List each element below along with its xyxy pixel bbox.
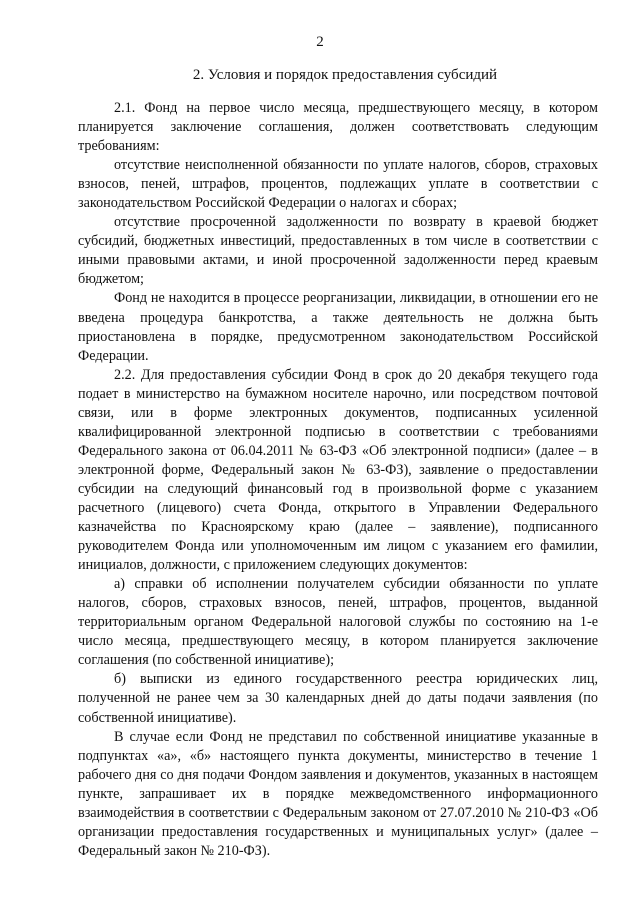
section-heading: 2. Условия и порядок предоставления субсидий <box>192 67 498 83</box>
paragraph-interagency-request: В случае если Фонд не представил по собственной инициативе указанные в подпунктах «а», «б» настоящего пункта документы, министерство в течение 1 рабочего дня со дня подачи Фондом заявления и документов, указанных в настоящем пункте, запрашивает их в порядке межведомственного информационного взаимодействия в соответствии с Федеральным законом от 27.07.2010 № 210-ФЗ «Об организации предоставления государственных и муниципальных услуг» (далее – Федеральный закон № 210-ФЗ). <box>78 728 598 859</box>
paragraph-no-tax-debt: отсутствие неисполненной обязанности по уплате налогов, сборов, страховых взносов, пеней, штрафов, процентов, подлежащих уплате в соответствии с законодательством Российской Федерации о налогах и сборах; <box>78 157 598 212</box>
paragraph-item-b: б) выписки из единого государственного реестра юридических лиц, полученной не ранее чем за 30 календарных дней до даты подачи заявления (по собственной инициативе). <box>78 671 598 726</box>
page-number: 2 <box>316 34 324 50</box>
paragraph-2-1: 2.1. Фонд на первое число месяца, предшествующего месяцу, в котором планируется заключение соглашения, должен соответствовать следующим требованиям: <box>78 100 598 155</box>
paragraph-item-a: а) справки об исполнении получателем субсидии обязанности по уплате налогов, сборов, страховых взносов, пеней, штрафов, процентов, выданной территориальным органом Федеральной налоговой службы по состоянию на 1-е число месяца, предшествующего месяцу, в котором планируется заключение соглашения (по собственной инициативе); <box>78 576 598 669</box>
paragraph-no-overdue-debt: отсутствие просроченной задолженности по возврату в краевой бюджет субсидий, бюджетных инвестиций, предоставленных в том числе в соответствии с иными правовыми актами, и иной просроченной задолженности перед краевым бюджетом; <box>78 214 598 288</box>
paragraph-no-reorganization: Фонд не находится в процессе реорганизации, ликвидации, в отношении его не введена процедура банкротства, а также деятельность не должна быть приостановлена в порядке, предусмотренном законодательством Российской Федерации. <box>78 290 598 364</box>
paragraph-2-2: 2.2. Для предоставления субсидии Фонд в срок до 20 декабря текущего года подает в министерство на бумажном носителе нарочно, или посредством почтовой связи, или в форме электронных документов, подписанных усиленной квалифицированной электронной подписью в соответствии с требованиями Федерального закона от 06.04.2011 № 63-ФЗ «Об электронной подписи» (далее – в электронной форме, Федеральный закон № 63-ФЗ), заявление о предоставлении субсидии на следующий финансовый год в произвольной форме с указанием расчетного (лицевого) счета Фонда, открытого в Управлении Федерального казначейства по Красноярскому краю (далее – заявление), подписанного руководителем Фонда или уполномоченным им лицом с указанием его фамилии, инициалов, должности, с приложением следующих документов: <box>78 366 598 574</box>
document-body <box>78 99 598 861</box>
